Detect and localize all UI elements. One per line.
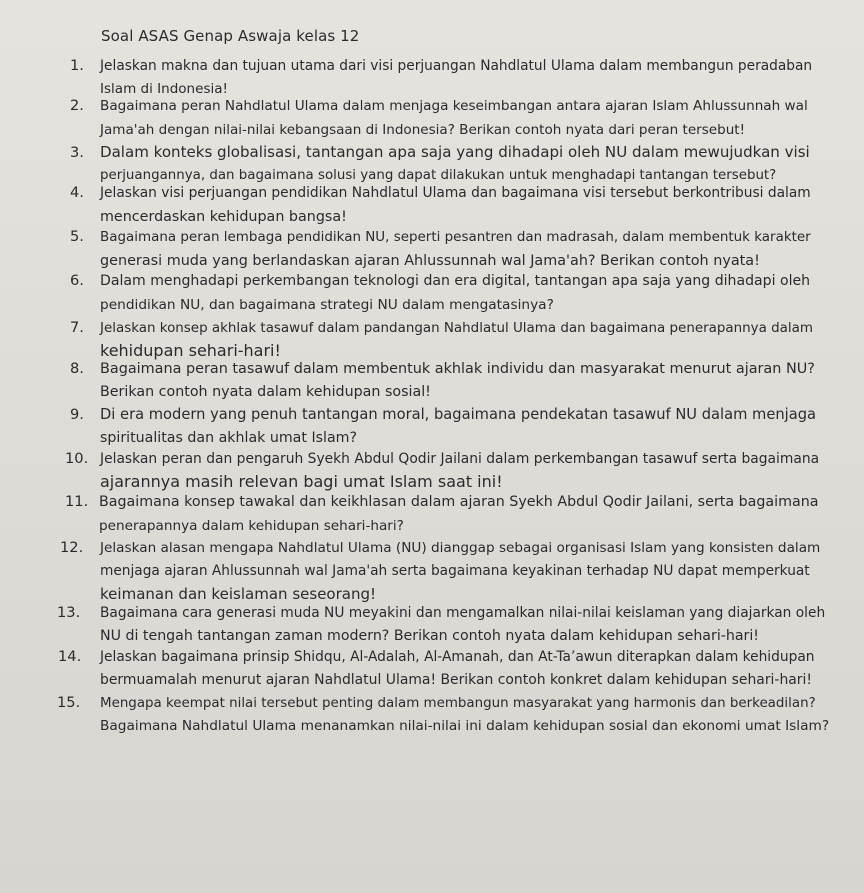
question-text: NU di tengah tantangan zaman modern? Berikan contoh nyata dalam kehidupan sehari-hari! [100, 628, 759, 644]
question-text: Jelaskan makna dan tujuan utama dari visi perjuangan Nahdlatul Ulama dalam membangun peradaban [100, 58, 813, 74]
question-number: 1. [70, 57, 84, 74]
question-text: menjaga ajaran Ahlussunnah wal Jama'ah serta bagaimana keyakinan terhadap NU dapat memperkuat [100, 563, 810, 579]
question-line [100, 626, 759, 646]
question-number: 14. [58, 648, 82, 665]
document-title: Soal ASAS Genap Aswaja kelas 12 [101, 27, 360, 45]
question-text: penerapannya dalam kehidupan sehari-hari? [99, 518, 404, 534]
question-line [57, 603, 825, 623]
question-text: Bagaimana cara generasi muda NU meyakini dan mengamalkan nilai-nilai keislaman yang diajarkan oleh [100, 605, 826, 621]
question-text: ajarannya masih relevan bagi umat Islam saat ini! [100, 472, 503, 491]
question-text: Bagaimana peran tasawuf dalam membentuk akhlak individu dan masyarakat menurut ajaran NU? [100, 361, 815, 377]
question-number: 12. [60, 539, 84, 556]
question-text: Bagaimana peran Nahdlatul Ulama dalam menjaga keseimbangan antara ajaran Islam Ahlussunnah wal [100, 98, 808, 114]
question-line [100, 561, 810, 581]
question-line [70, 318, 813, 339]
question-text: Jelaskan visi perjuangan pendidikan Nahdlatul Ulama dan bagaimana visi tersebut berkontribusi dalam [100, 185, 811, 201]
question-line [57, 693, 816, 714]
question-line [70, 359, 815, 379]
question-text: Bagaimana Nahdlatul Ulama menanamkan nilai-nilai ini dalam kehidupan sosial dan ekonomi umat Islam? [100, 718, 830, 734]
question-line [70, 56, 812, 76]
question-text: Jelaskan bagaimana prinsip Shidqu, Al-Adalah, Al-Amanah, dan At-Ta’awun diterapkan dalam kehidupan [100, 649, 815, 665]
question-number: 7. [70, 319, 84, 336]
question-line [65, 449, 819, 469]
question-text: pendidikan NU, dan bagaimana strategi NU dalam mengatasinya? [100, 297, 554, 313]
question-line [100, 295, 554, 315]
question-text: Islam di Indonesia! [100, 81, 228, 97]
question-number: 15. [57, 694, 81, 711]
question-line [58, 647, 814, 667]
question-number: 10. [65, 450, 89, 467]
question-text: Di era modern yang penuh tantangan moral, bagaimana pendekatan tasawuf NU dalam menjaga [100, 406, 817, 423]
question-line [100, 251, 760, 271]
question-line [65, 492, 818, 512]
question-line [70, 142, 810, 163]
question-line [100, 584, 376, 605]
question-number: 6. [70, 272, 84, 289]
question-text: Dalam menghadapi perkembangan teknologi dan era digital, tantangan apa saja yang dihadapi oleh [100, 273, 811, 289]
question-line [100, 120, 745, 140]
question-line [100, 207, 347, 227]
question-text: perjuangannya, dan bagaimana solusi yang dapat dilakukan untuk menghadapi tantangan tersebut? [100, 168, 777, 183]
question-line [70, 96, 808, 116]
question-number: 4. [70, 184, 84, 201]
question-text: Jama'ah dengan nilai-nilai kebangsaan di Indonesia? Berikan contoh nyata dari peran tersebut! [100, 122, 746, 138]
question-number: 13. [57, 604, 81, 621]
question-text: Jelaskan peran dan pengaruh Syekh Abdul Qodir Jailani dalam perkembangan tasawuf serta bagaimana [100, 451, 820, 467]
question-line [100, 716, 829, 736]
question-text: generasi muda yang berlandaskan ajaran Ahlussunnah wal Jama'ah? Berikan contoh nyata! [100, 253, 760, 269]
question-text: keimanan dan keislaman seseorang! [100, 585, 377, 603]
question-line [100, 382, 431, 402]
question-text: Jelaskan alasan mengapa Nahdlatul Ulama (NU) dianggap sebagai organisasi Islam yang konsisten dalam [100, 540, 821, 556]
question-line [100, 472, 503, 493]
question-text: bermuamalah menurut ajaran Nahdlatul Ulama! Berikan contoh konkret dalam kehidupan sehari-hari! [100, 672, 812, 688]
question-text: Bagaimana peran lembaga pendidikan NU, seperti pesantren dan madrasah, dalam membentuk karakter [100, 230, 811, 245]
question-number: 3. [70, 144, 84, 161]
question-line [70, 183, 811, 203]
question-line [70, 271, 810, 291]
question-text: mencerdaskan kehidupan bangsa! [100, 209, 347, 225]
question-text: Berikan contoh nyata dalam kehidupan sosial! [100, 384, 431, 400]
question-text: Mengapa keempat nilai tersebut penting dalam membangun masyarakat yang harmonis dan berkeadilan? [100, 696, 816, 711]
question-line [70, 405, 816, 425]
question-line [70, 227, 811, 248]
question-line [60, 538, 820, 558]
question-number: 8. [70, 360, 84, 377]
question-text: kehidupan sehari-hari! [100, 341, 281, 360]
question-number: 11. [65, 493, 89, 510]
question-line [100, 670, 812, 690]
question-text: Jelaskan konsep akhlak tasawuf dalam pandangan Nahdlatul Ulama dan bagaimana penerapannya dalam [100, 321, 813, 336]
question-number: 9. [70, 406, 84, 423]
question-line [99, 516, 404, 536]
question-text: Bagaimana konsep tawakal dan keikhlasan dalam ajaran Syekh Abdul Qodir Jailani, serta bagaimana [99, 494, 819, 510]
question-text: Dalam konteks globalisasi, tantangan apa saja yang dihadapi oleh NU dalam mewujudkan visi [100, 143, 810, 161]
question-number: 2. [70, 97, 84, 114]
question-line [100, 428, 357, 448]
question-number: 5. [70, 228, 84, 245]
question-text: spiritualitas dan akhlak umat Islam? [100, 430, 358, 446]
